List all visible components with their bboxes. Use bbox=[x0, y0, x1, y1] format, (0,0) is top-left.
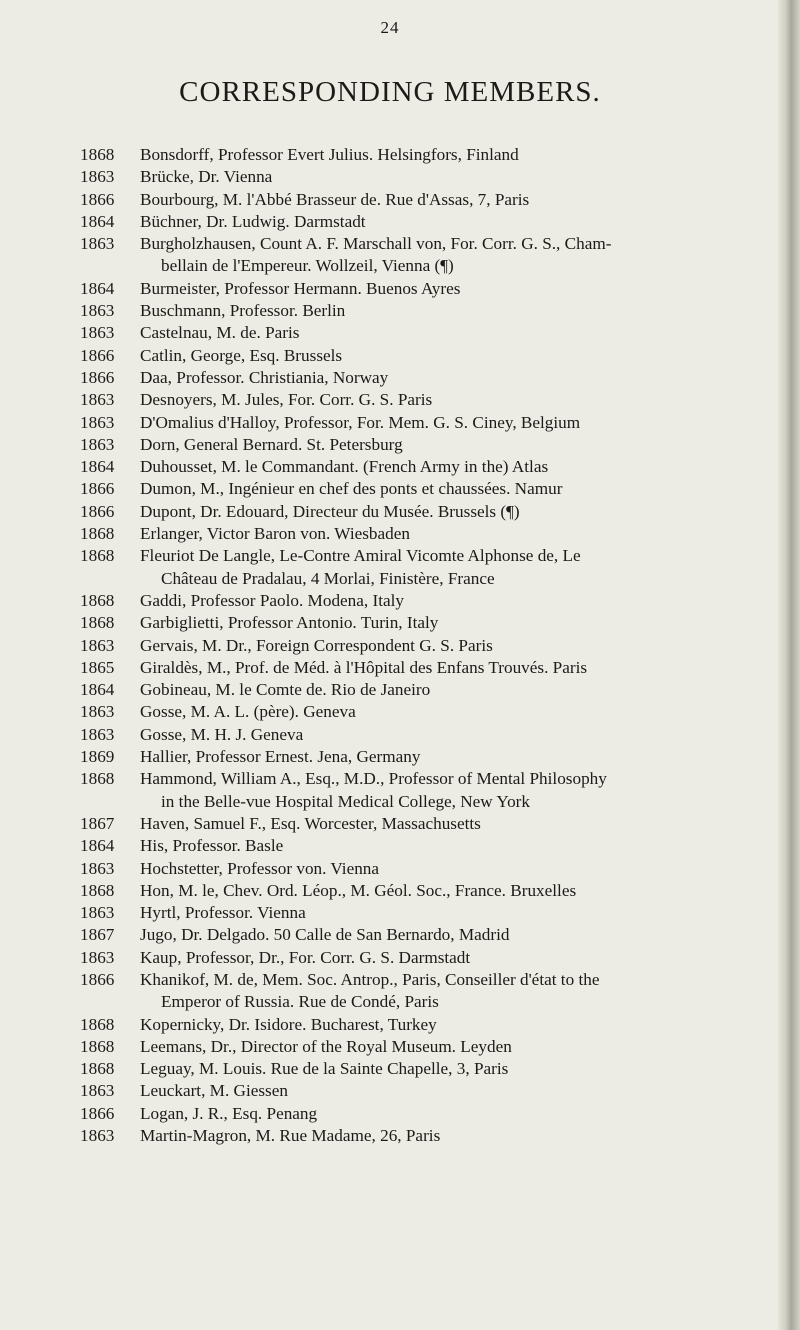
member-details bbox=[140, 1058, 780, 1080]
election-year: 1863 bbox=[80, 167, 115, 187]
member-details bbox=[140, 612, 780, 634]
member-name-line: Hammond, William A., Esq., M.D., Professor of Mental Philosophy bbox=[140, 769, 607, 789]
member-name-line: Giraldès, M., Prof. de Méd. à l'Hôpital des Enfans Trouvés. Paris bbox=[140, 657, 588, 677]
member-name-line: Martin-Magron, M. Rue Madame, 26, Paris bbox=[140, 1126, 441, 1146]
member-entry bbox=[0, 144, 780, 166]
member-name-line: Jugo, Dr. Delgado. 50 Calle de San Bernardo, Madrid bbox=[140, 925, 510, 945]
member-continuation-line: Château de Pradalau, 4 Morlai, Finistère, France bbox=[161, 568, 495, 588]
member-name-line: Castelnau, M. de. Paris bbox=[140, 323, 300, 343]
member-entry bbox=[0, 924, 780, 946]
member-name-line: Khanikof, M. de, Mem. Soc. Antrop., Paris, Conseiller d'état to the bbox=[140, 969, 600, 989]
member-entry bbox=[0, 880, 780, 902]
member-name-line: Bonsdorff, Professor Evert Julius. Helsingfors, Finland bbox=[140, 145, 519, 164]
election-year: 1867 bbox=[80, 925, 115, 945]
election-year: 1868 bbox=[80, 590, 115, 610]
election-year: 1868 bbox=[80, 145, 115, 164]
election-year: 1868 bbox=[80, 613, 115, 633]
member-details bbox=[140, 768, 780, 813]
election-year: 1868 bbox=[80, 1014, 115, 1034]
page-title: CORRESPONDING MEMBERS. bbox=[179, 76, 601, 108]
election-year: 1865 bbox=[80, 657, 115, 677]
member-name-line: Kopernicky, Dr. Isidore. Bucharest, Turkey bbox=[140, 1014, 437, 1034]
member-entry bbox=[0, 367, 780, 389]
election-year: 1863 bbox=[80, 858, 115, 878]
member-details bbox=[140, 412, 780, 434]
member-details bbox=[140, 635, 780, 657]
member-details bbox=[140, 1014, 780, 1036]
member-details bbox=[140, 456, 780, 478]
member-details bbox=[140, 501, 780, 523]
election-year: 1866 bbox=[80, 367, 115, 387]
member-name-line: Daa, Professor. Christiania, Norway bbox=[140, 367, 389, 387]
member-details bbox=[140, 434, 780, 456]
member-entry bbox=[0, 902, 780, 924]
election-year: 1864 bbox=[80, 680, 115, 700]
member-details bbox=[140, 813, 780, 835]
member-name-line: Fleuriot De Langle, Le-Contre Amiral Vicomte Alphonse de, Le bbox=[140, 546, 581, 566]
member-entry bbox=[0, 746, 780, 768]
member-entry bbox=[0, 1014, 780, 1036]
page-number: 24 bbox=[380, 18, 400, 37]
member-entry bbox=[0, 345, 780, 367]
election-year: 1869 bbox=[80, 747, 115, 767]
member-entry bbox=[0, 456, 780, 478]
member-continuation-line: Emperor of Russia. Rue de Condé, Paris bbox=[161, 992, 439, 1012]
election-year: 1863 bbox=[80, 412, 115, 432]
member-entry bbox=[0, 189, 780, 211]
member-entry bbox=[0, 590, 780, 612]
member-entry bbox=[0, 635, 780, 657]
member-entry bbox=[0, 166, 780, 188]
member-entry bbox=[0, 545, 780, 590]
member-entry bbox=[0, 813, 780, 835]
member-list bbox=[0, 144, 780, 1147]
election-year: 1863 bbox=[80, 947, 115, 967]
member-name-line: Hon, M. le, Chev. Ord. Léop., M. Géol. Soc., France. Bruxelles bbox=[140, 880, 577, 900]
member-name-line: Burgholzhausen, Count A. F. Marschall von, For. Corr. G. S., Cham- bbox=[140, 234, 612, 254]
election-year: 1863 bbox=[80, 301, 115, 321]
election-year: 1863 bbox=[80, 234, 115, 254]
member-name-line: Hochstetter, Professor von. Vienna bbox=[140, 858, 380, 878]
member-name-line: Kaup, Professor, Dr., For. Corr. G. S. Darmstadt bbox=[140, 947, 471, 967]
election-year: 1864 bbox=[80, 457, 115, 477]
election-year: 1863 bbox=[80, 390, 115, 410]
election-year: 1863 bbox=[80, 903, 115, 923]
member-name-line: Dorn, General Bernard. St. Petersburg bbox=[140, 434, 403, 454]
member-name-line: Dupont, Dr. Edouard, Directeur du Musée. Brussels (¶) bbox=[140, 501, 520, 521]
member-entry bbox=[0, 233, 780, 278]
member-name-line: Hallier, Professor Ernest. Jena, Germany bbox=[140, 747, 421, 767]
member-name-line: Bourbourg, M. l'Abbé Brasseur de. Rue d'Assas, 7, Paris bbox=[140, 189, 530, 209]
member-details bbox=[140, 478, 780, 500]
member-entry bbox=[0, 679, 780, 701]
member-details bbox=[140, 724, 780, 746]
member-continuation-line: in the Belle-vue Hospital Medical College, New York bbox=[161, 791, 530, 811]
member-entry bbox=[0, 1058, 780, 1080]
election-year: 1866 bbox=[80, 479, 115, 499]
member-name-line: Gobineau, M. le Comte de. Rio de Janeiro bbox=[140, 680, 431, 700]
member-name-line: Hyrtl, Professor. Vienna bbox=[140, 903, 306, 923]
election-year: 1864 bbox=[80, 278, 115, 298]
member-details bbox=[140, 322, 780, 344]
member-details bbox=[140, 166, 780, 188]
election-year: 1868 bbox=[80, 769, 115, 789]
member-name-line: Gosse, M. H. J. Geneva bbox=[140, 724, 304, 744]
member-entry bbox=[0, 612, 780, 634]
election-year: 1866 bbox=[80, 1103, 115, 1123]
member-details bbox=[140, 300, 780, 322]
member-details bbox=[140, 858, 780, 880]
member-name-line: D'Omalius d'Halloy, Professor, For. Mem. G. S. Ciney, Belgium bbox=[140, 412, 581, 432]
member-entry bbox=[0, 947, 780, 969]
member-name-line: Gervais, M. Dr., Foreign Correspondent G. S. Paris bbox=[140, 635, 493, 655]
member-details bbox=[140, 545, 780, 590]
election-year: 1866 bbox=[80, 969, 115, 989]
election-year: 1863 bbox=[80, 702, 115, 722]
member-name-line: Desnoyers, M. Jules, For. Corr. G. S. Paris bbox=[140, 390, 433, 410]
member-details bbox=[140, 389, 780, 411]
election-year: 1863 bbox=[80, 1126, 115, 1146]
member-name-line: Dumon, M., Ingénieur en chef des ponts et chaussées. Namur bbox=[140, 479, 563, 499]
election-year: 1866 bbox=[80, 189, 115, 209]
member-entry bbox=[0, 523, 780, 545]
member-entry bbox=[0, 835, 780, 857]
member-entry bbox=[0, 1103, 780, 1125]
member-details bbox=[140, 969, 780, 1014]
member-entry bbox=[0, 322, 780, 344]
member-name-line: His, Professor. Basle bbox=[140, 836, 284, 856]
member-details bbox=[140, 211, 780, 233]
member-details bbox=[140, 345, 780, 367]
member-name-line: Burmeister, Professor Hermann. Buenos Ayres bbox=[140, 278, 461, 298]
member-entry bbox=[0, 701, 780, 723]
member-details bbox=[140, 947, 780, 969]
election-year: 1868 bbox=[80, 546, 115, 566]
member-entry bbox=[0, 434, 780, 456]
member-entry bbox=[0, 211, 780, 233]
member-name-line: Duhousset, M. le Commandant. (French Army in the) Atlas bbox=[140, 457, 549, 477]
member-name-line: Buschmann, Professor. Berlin bbox=[140, 301, 346, 321]
member-name-line: Erlanger, Victor Baron von. Wiesbaden bbox=[140, 524, 410, 544]
member-details bbox=[140, 1080, 780, 1102]
member-details bbox=[140, 1036, 780, 1058]
election-year: 1868 bbox=[80, 1059, 115, 1079]
member-name-line: Brücke, Dr. Vienna bbox=[140, 167, 273, 187]
member-name-line: Leuckart, M. Giessen bbox=[140, 1081, 288, 1101]
member-continuation-line: bellain de l'Empereur. Wollzeil, Vienna (¶) bbox=[161, 256, 454, 276]
member-details bbox=[140, 367, 780, 389]
page-edge bbox=[778, 0, 800, 1330]
member-details bbox=[140, 835, 780, 857]
member-details bbox=[140, 880, 780, 902]
member-entry bbox=[0, 501, 780, 523]
member-details bbox=[140, 746, 780, 768]
election-year: 1868 bbox=[80, 1036, 115, 1056]
member-details bbox=[140, 144, 780, 166]
member-details bbox=[140, 679, 780, 701]
member-entry bbox=[0, 724, 780, 746]
member-details bbox=[140, 233, 780, 278]
election-year: 1866 bbox=[80, 501, 115, 521]
member-name-line: Gosse, M. A. L. (père). Geneva bbox=[140, 702, 356, 722]
member-details bbox=[140, 701, 780, 723]
election-year: 1866 bbox=[80, 345, 115, 365]
member-details bbox=[140, 590, 780, 612]
member-details bbox=[140, 278, 780, 300]
election-year: 1867 bbox=[80, 813, 115, 833]
member-name-line: Catlin, George, Esq. Brussels bbox=[140, 345, 343, 365]
member-details bbox=[140, 924, 780, 946]
election-year: 1864 bbox=[80, 211, 115, 231]
member-entry bbox=[0, 300, 780, 322]
election-year: 1863 bbox=[80, 434, 115, 454]
member-name-line: Leguay, M. Louis. Rue de la Sainte Chapelle, 3, Paris bbox=[140, 1059, 509, 1079]
member-entry bbox=[0, 1125, 780, 1147]
election-year: 1863 bbox=[80, 635, 115, 655]
member-details bbox=[140, 1125, 780, 1147]
election-year: 1868 bbox=[80, 880, 115, 900]
election-year: 1868 bbox=[80, 524, 115, 544]
member-entry bbox=[0, 478, 780, 500]
member-name-line: Büchner, Dr. Ludwig. Darmstadt bbox=[140, 211, 366, 231]
election-year: 1863 bbox=[80, 724, 115, 744]
member-entry bbox=[0, 657, 780, 679]
member-entry bbox=[0, 768, 780, 813]
member-details bbox=[140, 523, 780, 545]
member-name-line: Logan, J. R., Esq. Penang bbox=[140, 1103, 318, 1123]
member-entry bbox=[0, 1036, 780, 1058]
member-details bbox=[140, 657, 780, 679]
election-year: 1864 bbox=[80, 836, 115, 856]
member-entry bbox=[0, 858, 780, 880]
member-details bbox=[140, 902, 780, 924]
member-name-line: Gaddi, Professor Paolo. Modena, Italy bbox=[140, 590, 404, 610]
member-entry bbox=[0, 969, 780, 1014]
member-name-line: Haven, Samuel F., Esq. Worcester, Massachusetts bbox=[140, 813, 481, 833]
member-details bbox=[140, 1103, 780, 1125]
member-name-line: Garbiglietti, Professor Antonio. Turin, Italy bbox=[140, 613, 439, 633]
member-entry bbox=[0, 389, 780, 411]
member-details bbox=[140, 189, 780, 211]
member-entry bbox=[0, 278, 780, 300]
election-year: 1863 bbox=[80, 1081, 115, 1101]
member-entry bbox=[0, 412, 780, 434]
election-year: 1863 bbox=[80, 323, 115, 343]
member-entry bbox=[0, 1080, 780, 1102]
member-name-line: Leemans, Dr., Director of the Royal Museum. Leyden bbox=[140, 1036, 512, 1056]
